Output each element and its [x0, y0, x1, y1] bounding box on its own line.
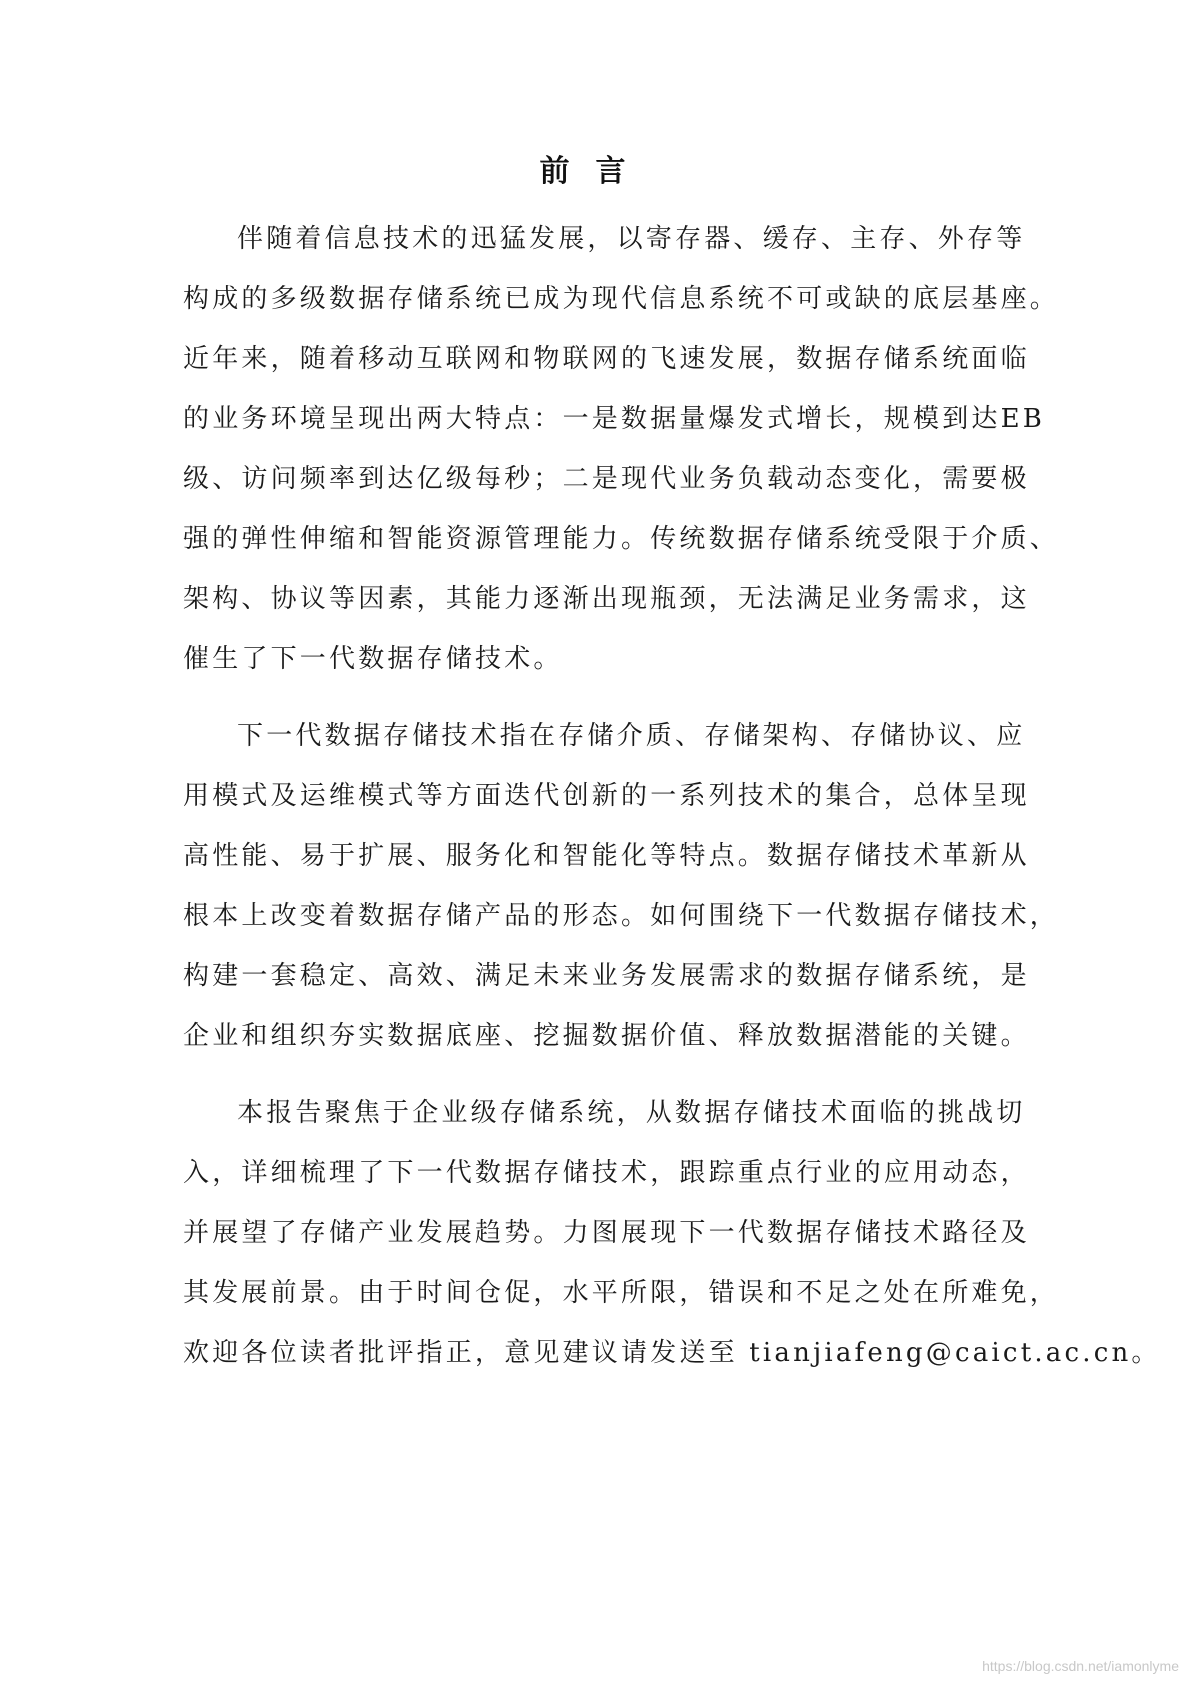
text-line: 伴随着信息技术的迅猛发展，以寄存器、缓存、主存、外存等	[237, 224, 1026, 254]
page-title: 前言	[539, 154, 652, 189]
text-line: 高性能、易于扩展、服务化和智能化等特点。数据存储技术革新从	[183, 841, 1030, 871]
text-line: 其发展前景。由于时间仓促，水平所限，错误和不足之处在所难免，	[183, 1278, 1060, 1308]
text-line: 强的弹性伸缩和智能资源管理能力。传统数据存储系统受限于介质、	[183, 524, 1060, 554]
text-line: 级、访问频率到达亿级每秒；二是现代业务负载动态变化，需要极	[183, 464, 1030, 494]
text-line: 本报告聚焦于企业级存储系统，从数据存储技术面临的挑战切	[237, 1098, 1026, 1128]
text-line: 企业和组织夯实数据底座、挖掘数据价值、释放数据潜能的关键。	[183, 1021, 1030, 1051]
text-line: 催生了下一代数据存储技术。	[183, 644, 563, 674]
text-line: 构成的多级数据存储系统已成为现代信息系统不可或缺的底层基座。	[183, 284, 1060, 314]
text-line: 并展望了存储产业发展趋势。力图展现下一代数据存储技术路径及	[183, 1218, 1030, 1248]
text-line: 入，详细梳理了下一代数据存储技术，跟踪重点行业的应用动态，	[183, 1158, 1030, 1188]
text-line: 下一代数据存储技术指在存储介质、存储架构、存储协议、应	[237, 721, 1026, 751]
watermark: https://blog.csdn.net/iamonlyme	[982, 1658, 1179, 1674]
text-line: 的业务环境呈现出两大特点：一是数据量爆发式增长，规模到达EB	[183, 404, 1046, 434]
text-line: 欢迎各位读者批评指正，意见建议请发送至 tianjiafeng@caict.ac.cn。	[183, 1338, 1161, 1368]
text-line: 近年来，随着移动互联网和物联网的飞速发展，数据存储系统面临	[183, 344, 1030, 374]
text-line: 根本上改变着数据存储产品的形态。如何围绕下一代数据存储技术，	[183, 901, 1060, 931]
text-line: 架构、协议等因素，其能力逐渐出现瓶颈，无法满足业务需求，这	[183, 584, 1030, 614]
text-line: 用模式及运维模式等方面迭代创新的一系列技术的集合，总体呈现	[183, 781, 1030, 811]
text-line: 构建一套稳定、高效、满足未来业务发展需求的数据存储系统，是	[183, 961, 1030, 991]
